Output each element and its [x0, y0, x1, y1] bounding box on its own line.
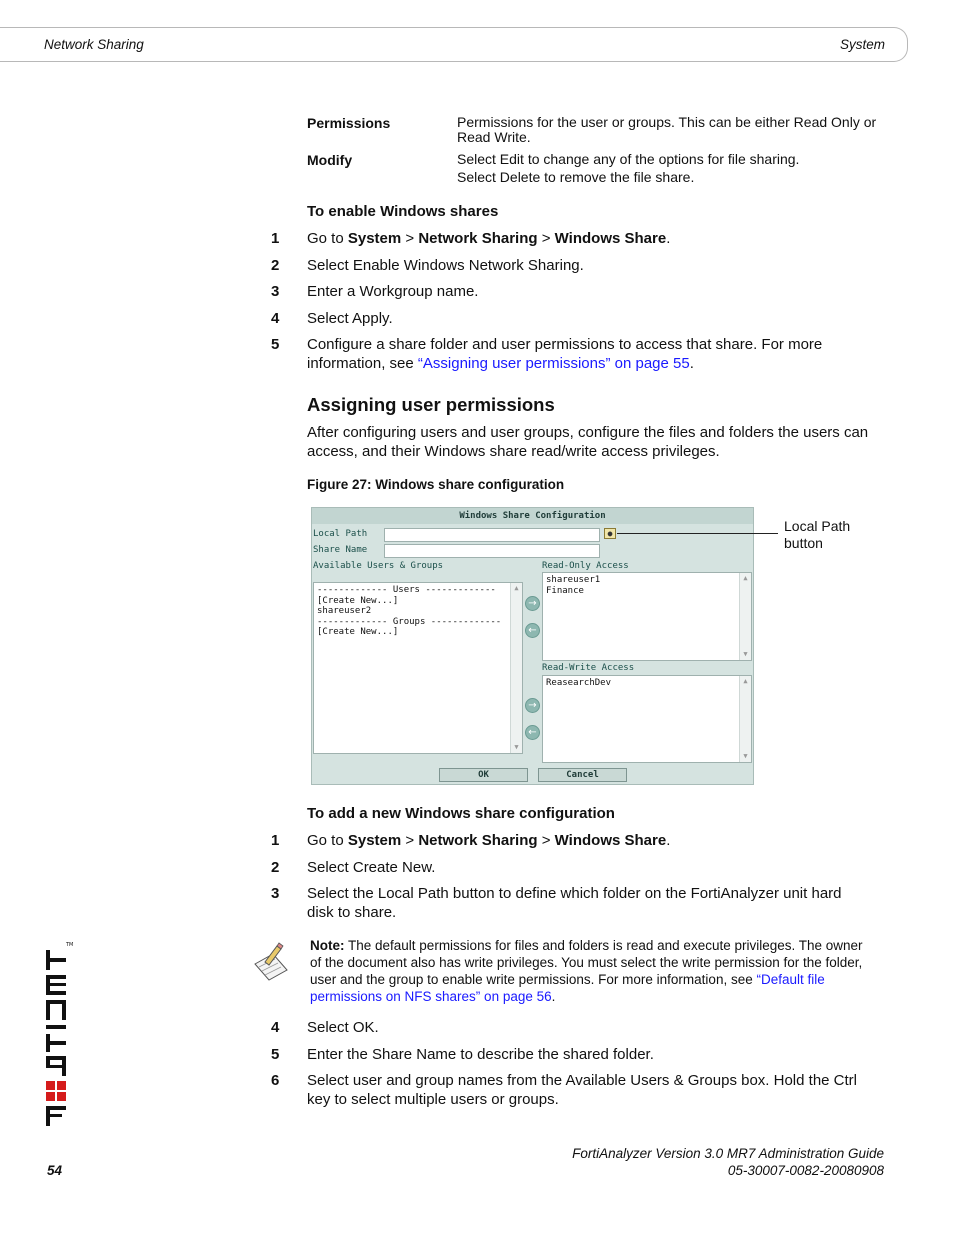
cancel-button[interactable]: Cancel — [538, 768, 627, 782]
callout-text: Local Path — [784, 518, 851, 534]
footer-doc-number: 05-30007-0082-20080908 — [727, 1163, 884, 1178]
section-paragraph: After configuring users and user groups, configure the files and folders the users can access, and their Windows share read/write access privileges. — [307, 424, 869, 460]
step-text: Go to System > Network Sharing > Windows Share. — [307, 832, 671, 849]
list-item[interactable]: shareuser2 — [317, 606, 372, 616]
list-item[interactable]: ------------- Groups ------------- — [317, 616, 502, 627]
readwrite-access-list[interactable] — [542, 675, 752, 763]
def-desc-permissions: Permissions for the user or groups. This can be either Read Only or Read Write. — [457, 114, 877, 145]
scrollbar[interactable] — [739, 573, 751, 660]
step-text: Select user and group names from the Available Users & Groups box. Hold the Ctrl key to select multiple users or groups. — [307, 1072, 857, 1108]
add-readonly-arrow-icon[interactable]: → — [525, 596, 540, 611]
procedure-title: To enable Windows shares — [307, 203, 499, 220]
step-text: Go to System > Network Sharing > Windows Share. — [307, 230, 671, 247]
header-chapter: System — [839, 37, 885, 52]
local-path-input[interactable] — [384, 528, 600, 542]
scroll-down-icon[interactable]: ▼ — [514, 743, 519, 751]
scrollbar[interactable] — [739, 676, 751, 762]
step-number: 4 — [271, 1019, 280, 1036]
remove-readonly-arrow-icon[interactable]: ← — [525, 623, 540, 638]
step-number: 2 — [271, 859, 280, 876]
readonly-label: Read-Only Access — [542, 561, 629, 571]
scroll-up-icon[interactable]: ▲ — [514, 584, 519, 592]
scroll-up-icon[interactable]: ▲ — [743, 574, 748, 582]
step-number: 2 — [271, 257, 280, 274]
list-item[interactable]: [Create New...] — [317, 627, 399, 637]
share-name-label: Share Name — [313, 545, 368, 555]
ok-button[interactable]: OK — [439, 768, 528, 782]
step-number: 1 — [271, 832, 280, 849]
figure-caption: Figure 27: Windows share configuration — [307, 477, 565, 492]
page-number: 54 — [47, 1163, 63, 1178]
step-number: 3 — [271, 885, 280, 902]
step-text: Configure a share folder and user permissions to access that share. For more information, see “Assigning user permissions” on page 55. — [307, 336, 823, 372]
step-text: Select OK. — [307, 1019, 379, 1036]
step-number: 3 — [271, 283, 280, 300]
local-path-callout — [784, 518, 850, 552]
step-number: 5 — [271, 1046, 280, 1063]
scroll-up-icon[interactable]: ▲ — [743, 677, 748, 685]
header-section: Network Sharing — [44, 37, 144, 52]
note-block: Note: The default permissions for files and folders is read and execute privileges. The owner of the document also has write privileges. You must select the write permission for the folder, user and the group to enable write permissions. For more information, see “Default file permissions on NFS shares” on page 56. — [310, 938, 863, 1004]
step-number: 1 — [271, 230, 280, 247]
list-item[interactable]: Finance — [546, 585, 584, 596]
remove-readwrite-arrow-icon[interactable]: ← — [525, 725, 540, 740]
list-item[interactable]: ------------- Users ------------- — [317, 585, 496, 595]
svg-text:TM: TM — [66, 942, 74, 948]
list-item[interactable]: shareuser1 — [546, 575, 601, 585]
local-path-label: Local Path — [313, 529, 368, 539]
share-name-input[interactable] — [384, 544, 600, 558]
step-text: Select Create New. — [307, 859, 436, 876]
windows-share-dialog — [311, 507, 754, 785]
section-heading: Assigning user permissions — [307, 394, 555, 415]
def-term-modify: Modify — [307, 152, 353, 168]
cross-reference-link[interactable]: “Default file permissions on NFS shares” on page 56 — [310, 972, 825, 1004]
step-number: 5 — [271, 336, 280, 353]
scrollbar[interactable] — [510, 583, 522, 753]
footer-guide-title: FortiAnalyzer Version 3.0 MR7 Administration Guide — [572, 1146, 884, 1161]
available-label: Available Users & Groups — [313, 561, 444, 571]
available-users-groups-list[interactable] — [313, 582, 523, 754]
step-text: Enter the Share Name to describe the shared folder. — [307, 1046, 654, 1063]
def-desc-modify-1: Select Edit to change any of the options for file sharing. — [457, 151, 800, 167]
step-text: Enter a Workgroup name. — [307, 283, 479, 300]
scroll-down-icon[interactable]: ▼ — [743, 752, 748, 760]
note-pencil-icon — [251, 940, 291, 982]
step-text: Select Enable Windows Network Sharing. — [307, 257, 584, 274]
add-readwrite-arrow-icon[interactable]: → — [525, 698, 540, 713]
local-path-button[interactable] — [604, 528, 616, 539]
dialog-title: Windows Share Configuration — [312, 508, 753, 524]
step-text: Select Apply. — [307, 310, 393, 327]
def-desc-modify-2: Select Delete to remove the file share. — [457, 169, 695, 185]
list-item[interactable]: [Create New...] — [317, 595, 399, 606]
page-header — [0, 27, 908, 62]
cross-reference-link[interactable]: “Assigning user permissions” on page 55 — [417, 355, 690, 372]
callout-line — [617, 533, 778, 534]
step-text: Select the Local Path button to define which folder on the FortiAnalyzer unit hard disk to share. — [307, 885, 842, 921]
callout-text: button — [784, 535, 823, 551]
step-number: 4 — [271, 310, 280, 327]
folder-search-icon: ● — [607, 529, 613, 538]
readwrite-label: Read-Write Access — [542, 663, 635, 673]
scroll-down-icon[interactable]: ▼ — [743, 650, 748, 658]
list-item[interactable]: ReasearchDev — [546, 678, 612, 688]
def-term-permissions: Permissions — [307, 115, 391, 131]
readonly-access-list[interactable] — [542, 572, 752, 661]
procedure-title: To add a new Windows share configuration — [307, 805, 615, 822]
step-number: 6 — [271, 1072, 280, 1089]
fortinet-logo — [40, 938, 74, 1128]
